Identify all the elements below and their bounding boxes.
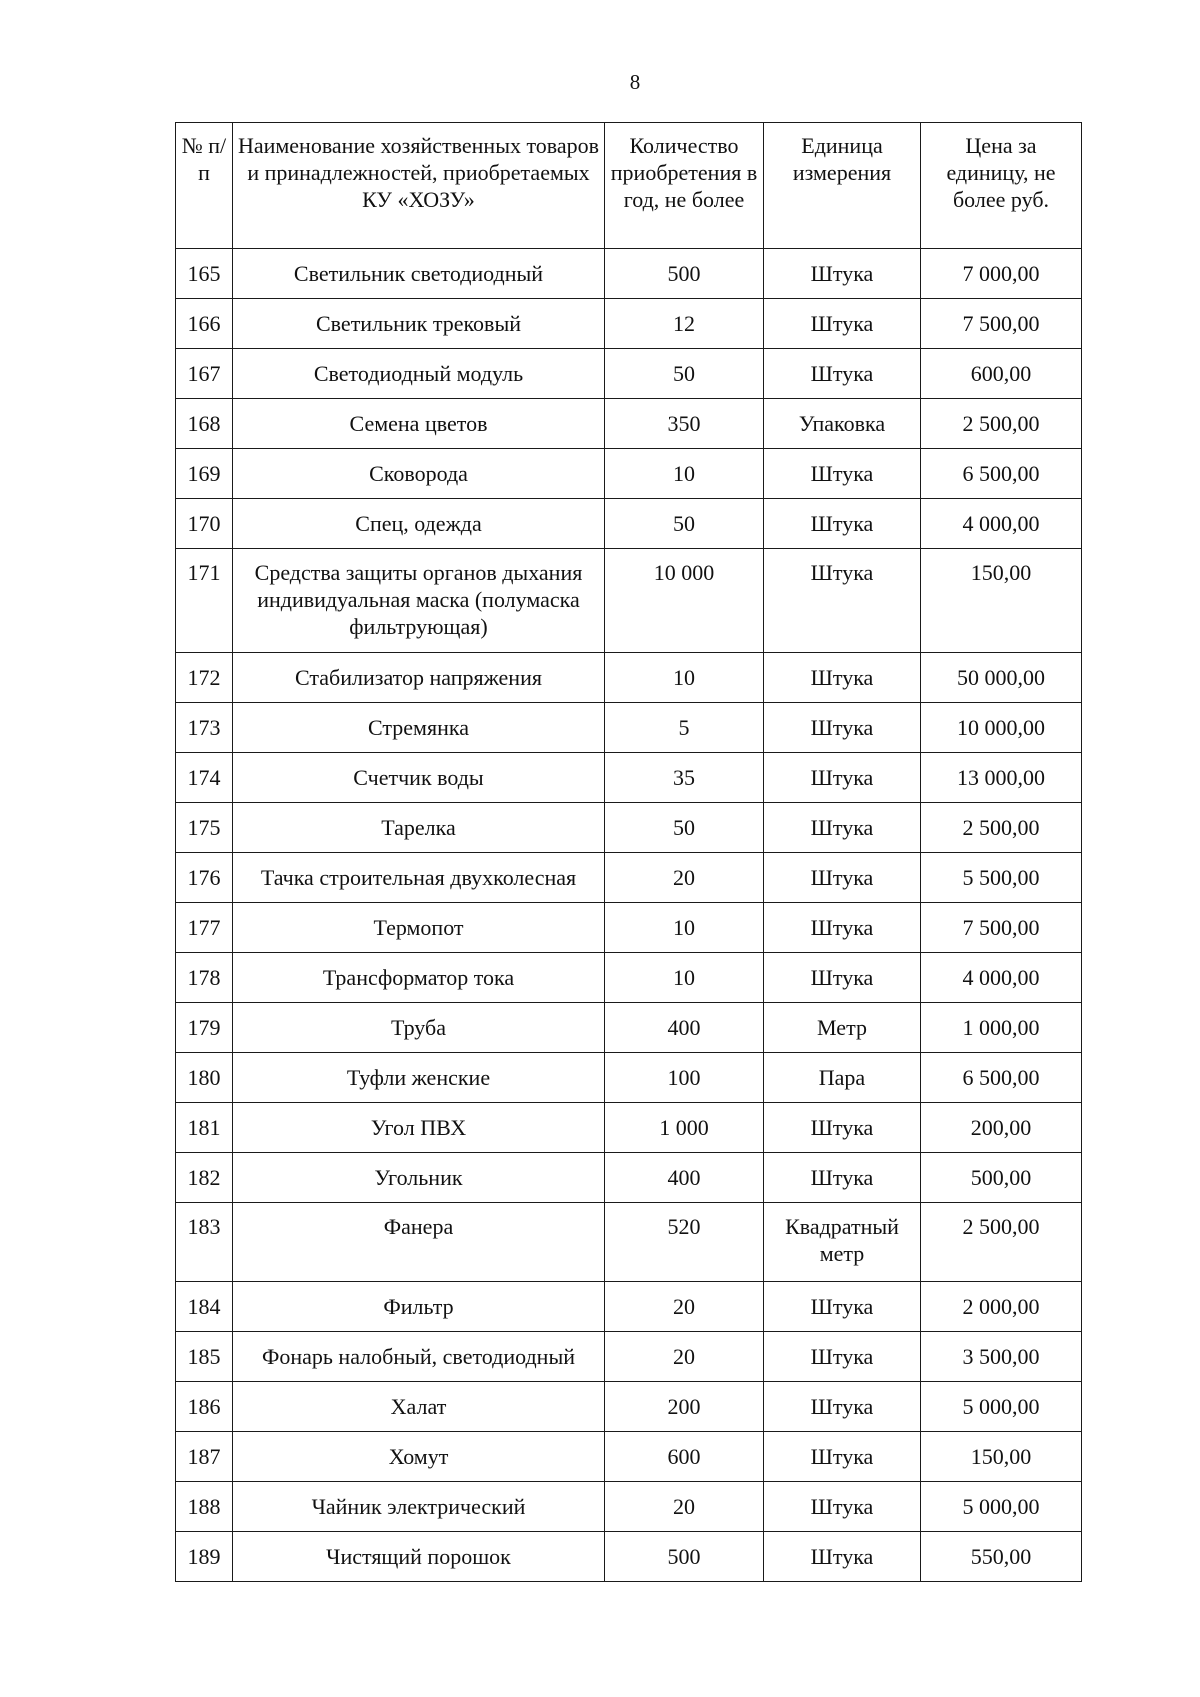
cell-num: 188 xyxy=(176,1482,233,1532)
cell-unit: Квадратный метр xyxy=(764,1203,921,1282)
cell-unit: Пара xyxy=(764,1053,921,1103)
cell-name: Угол ПВХ xyxy=(233,1103,605,1153)
cell-name: Фильтр xyxy=(233,1282,605,1332)
cell-qty: 100 xyxy=(605,1053,764,1103)
cell-num: 182 xyxy=(176,1153,233,1203)
cell-name: Светильник светодиодный xyxy=(233,249,605,299)
cell-price: 2 000,00 xyxy=(921,1282,1082,1332)
cell-name: Фанера xyxy=(233,1203,605,1282)
table-row xyxy=(176,953,1082,1003)
cell-qty: 20 xyxy=(605,1332,764,1382)
cell-name: Стабилизатор напряжения xyxy=(233,653,605,703)
cell-price: 50 000,00 xyxy=(921,653,1082,703)
table-row xyxy=(176,1332,1082,1382)
cell-qty: 1 000 xyxy=(605,1103,764,1153)
cell-price: 7 500,00 xyxy=(921,299,1082,349)
cell-price: 2 500,00 xyxy=(921,803,1082,853)
header-unit: Единица измерения xyxy=(764,123,921,249)
cell-num: 184 xyxy=(176,1282,233,1332)
table-row xyxy=(176,653,1082,703)
cell-price: 2 500,00 xyxy=(921,399,1082,449)
cell-price: 2 500,00 xyxy=(921,1203,1082,1282)
cell-qty: 50 xyxy=(605,349,764,399)
cell-unit: Штука xyxy=(764,549,921,653)
cell-price: 550,00 xyxy=(921,1532,1082,1582)
cell-num: 177 xyxy=(176,903,233,953)
cell-num: 187 xyxy=(176,1432,233,1482)
cell-qty: 500 xyxy=(605,249,764,299)
cell-name: Туфли женские xyxy=(233,1053,605,1103)
cell-num: 170 xyxy=(176,499,233,549)
cell-unit: Штука xyxy=(764,853,921,903)
cell-price: 5 500,00 xyxy=(921,853,1082,903)
cell-qty: 400 xyxy=(605,1153,764,1203)
cell-unit: Штука xyxy=(764,1432,921,1482)
table-row xyxy=(176,299,1082,349)
cell-num: 168 xyxy=(176,399,233,449)
cell-unit: Штука xyxy=(764,1282,921,1332)
cell-price: 500,00 xyxy=(921,1153,1082,1203)
table-row xyxy=(176,1482,1082,1532)
cell-num: 179 xyxy=(176,1003,233,1053)
cell-name: Светодиодный модуль xyxy=(233,349,605,399)
table-row xyxy=(176,803,1082,853)
cell-unit: Штука xyxy=(764,349,921,399)
table-row xyxy=(176,249,1082,299)
table-row xyxy=(176,1053,1082,1103)
cell-name: Термопот xyxy=(233,903,605,953)
cell-unit: Штука xyxy=(764,903,921,953)
table-body xyxy=(176,249,1082,1582)
cell-name: Труба xyxy=(233,1003,605,1053)
cell-unit: Упаковка xyxy=(764,399,921,449)
cell-unit: Штука xyxy=(764,449,921,499)
cell-price: 5 000,00 xyxy=(921,1482,1082,1532)
cell-num: 169 xyxy=(176,449,233,499)
cell-unit: Метр xyxy=(764,1003,921,1053)
cell-price: 6 500,00 xyxy=(921,1053,1082,1103)
cell-name: Фонарь налобный, светодиодный xyxy=(233,1332,605,1382)
cell-num: 186 xyxy=(176,1382,233,1432)
cell-name: Хомут xyxy=(233,1432,605,1482)
cell-price: 7 500,00 xyxy=(921,903,1082,953)
cell-num: 173 xyxy=(176,703,233,753)
cell-num: 167 xyxy=(176,349,233,399)
header-price: Цена за единицу, не более руб. xyxy=(921,123,1082,249)
cell-price: 13 000,00 xyxy=(921,753,1082,803)
cell-qty: 5 xyxy=(605,703,764,753)
cell-unit: Штука xyxy=(764,753,921,803)
cell-qty: 10 xyxy=(605,449,764,499)
table-row xyxy=(176,1432,1082,1482)
cell-num: 180 xyxy=(176,1053,233,1103)
table-row xyxy=(176,1532,1082,1582)
cell-name: Тачка строительная двухколесная xyxy=(233,853,605,903)
cell-name: Средства защиты органов дыхания индивидуальная маска (полумаска фильтрующая) xyxy=(233,549,605,653)
cell-num: 175 xyxy=(176,803,233,853)
cell-name: Светильник трековый xyxy=(233,299,605,349)
table-row xyxy=(176,903,1082,953)
cell-num: 165 xyxy=(176,249,233,299)
table-row xyxy=(176,703,1082,753)
cell-name: Счетчик воды xyxy=(233,753,605,803)
cell-qty: 20 xyxy=(605,1482,764,1532)
cell-price: 1 000,00 xyxy=(921,1003,1082,1053)
cell-price: 3 500,00 xyxy=(921,1332,1082,1382)
cell-qty: 350 xyxy=(605,399,764,449)
header-row xyxy=(176,123,1082,249)
cell-name: Чистящий порошок xyxy=(233,1532,605,1582)
cell-name: Угольник xyxy=(233,1153,605,1203)
cell-qty: 10 000 xyxy=(605,549,764,653)
cell-qty: 600 xyxy=(605,1432,764,1482)
cell-num: 189 xyxy=(176,1532,233,1582)
cell-qty: 35 xyxy=(605,753,764,803)
cell-unit: Штука xyxy=(764,1382,921,1432)
cell-unit: Штука xyxy=(764,1482,921,1532)
table-row xyxy=(176,1003,1082,1053)
cell-name: Тарелка xyxy=(233,803,605,853)
page-number: 8 xyxy=(629,70,641,94)
cell-qty: 50 xyxy=(605,803,764,853)
cell-name: Трансформатор тока xyxy=(233,953,605,1003)
cell-name: Халат xyxy=(233,1382,605,1432)
cell-qty: 50 xyxy=(605,499,764,549)
cell-name: Сковорода xyxy=(233,449,605,499)
cell-price: 6 500,00 xyxy=(921,449,1082,499)
cell-name: Семена цветов xyxy=(233,399,605,449)
cell-unit: Штука xyxy=(764,703,921,753)
cell-num: 166 xyxy=(176,299,233,349)
cell-num: 178 xyxy=(176,953,233,1003)
table-row xyxy=(176,753,1082,803)
cell-qty: 12 xyxy=(605,299,764,349)
header-num: № п/п xyxy=(176,123,233,249)
cell-price: 5 000,00 xyxy=(921,1382,1082,1432)
cell-num: 171 xyxy=(176,549,233,653)
table-row xyxy=(176,349,1082,399)
table-row xyxy=(176,853,1082,903)
cell-qty: 20 xyxy=(605,1282,764,1332)
table-row xyxy=(176,1103,1082,1153)
cell-qty: 20 xyxy=(605,853,764,903)
cell-name: Стремянка xyxy=(233,703,605,753)
cell-name: Спец, одежда xyxy=(233,499,605,549)
goods-table xyxy=(175,122,1082,1582)
cell-unit: Штука xyxy=(764,1532,921,1582)
table-row xyxy=(176,499,1082,549)
header-name: Наименование хозяйственных товаров и принадлежностей, приобретаемых КУ «ХОЗУ» xyxy=(233,123,605,249)
cell-unit: Штука xyxy=(764,299,921,349)
table-row xyxy=(176,399,1082,449)
cell-num: 176 xyxy=(176,853,233,903)
cell-num: 174 xyxy=(176,753,233,803)
cell-price: 600,00 xyxy=(921,349,1082,399)
cell-price: 4 000,00 xyxy=(921,499,1082,549)
header-qty: Количество приобретения в год, не более xyxy=(605,123,764,249)
cell-price: 4 000,00 xyxy=(921,953,1082,1003)
table-row xyxy=(176,1203,1082,1282)
cell-price: 200,00 xyxy=(921,1103,1082,1153)
table-row xyxy=(176,549,1082,653)
table-header xyxy=(176,123,1082,249)
cell-num: 172 xyxy=(176,653,233,703)
table-row xyxy=(176,1153,1082,1203)
table-row xyxy=(176,1282,1082,1332)
table-row xyxy=(176,449,1082,499)
cell-qty: 500 xyxy=(605,1532,764,1582)
cell-qty: 400 xyxy=(605,1003,764,1053)
cell-unit: Штука xyxy=(764,653,921,703)
cell-num: 181 xyxy=(176,1103,233,1153)
cell-unit: Штука xyxy=(764,953,921,1003)
cell-price: 10 000,00 xyxy=(921,703,1082,753)
cell-num: 183 xyxy=(176,1203,233,1282)
table-row xyxy=(176,1382,1082,1432)
cell-unit: Штука xyxy=(764,499,921,549)
cell-name: Чайник электрический xyxy=(233,1482,605,1532)
cell-qty: 10 xyxy=(605,903,764,953)
cell-unit: Штука xyxy=(764,1153,921,1203)
cell-price: 150,00 xyxy=(921,549,1082,653)
cell-price: 7 000,00 xyxy=(921,249,1082,299)
cell-num: 185 xyxy=(176,1332,233,1382)
cell-unit: Штука xyxy=(764,249,921,299)
cell-qty: 10 xyxy=(605,953,764,1003)
cell-qty: 520 xyxy=(605,1203,764,1282)
cell-price: 150,00 xyxy=(921,1432,1082,1482)
cell-unit: Штука xyxy=(764,803,921,853)
cell-qty: 10 xyxy=(605,653,764,703)
cell-qty: 200 xyxy=(605,1382,764,1432)
cell-unit: Штука xyxy=(764,1103,921,1153)
cell-unit: Штука xyxy=(764,1332,921,1382)
